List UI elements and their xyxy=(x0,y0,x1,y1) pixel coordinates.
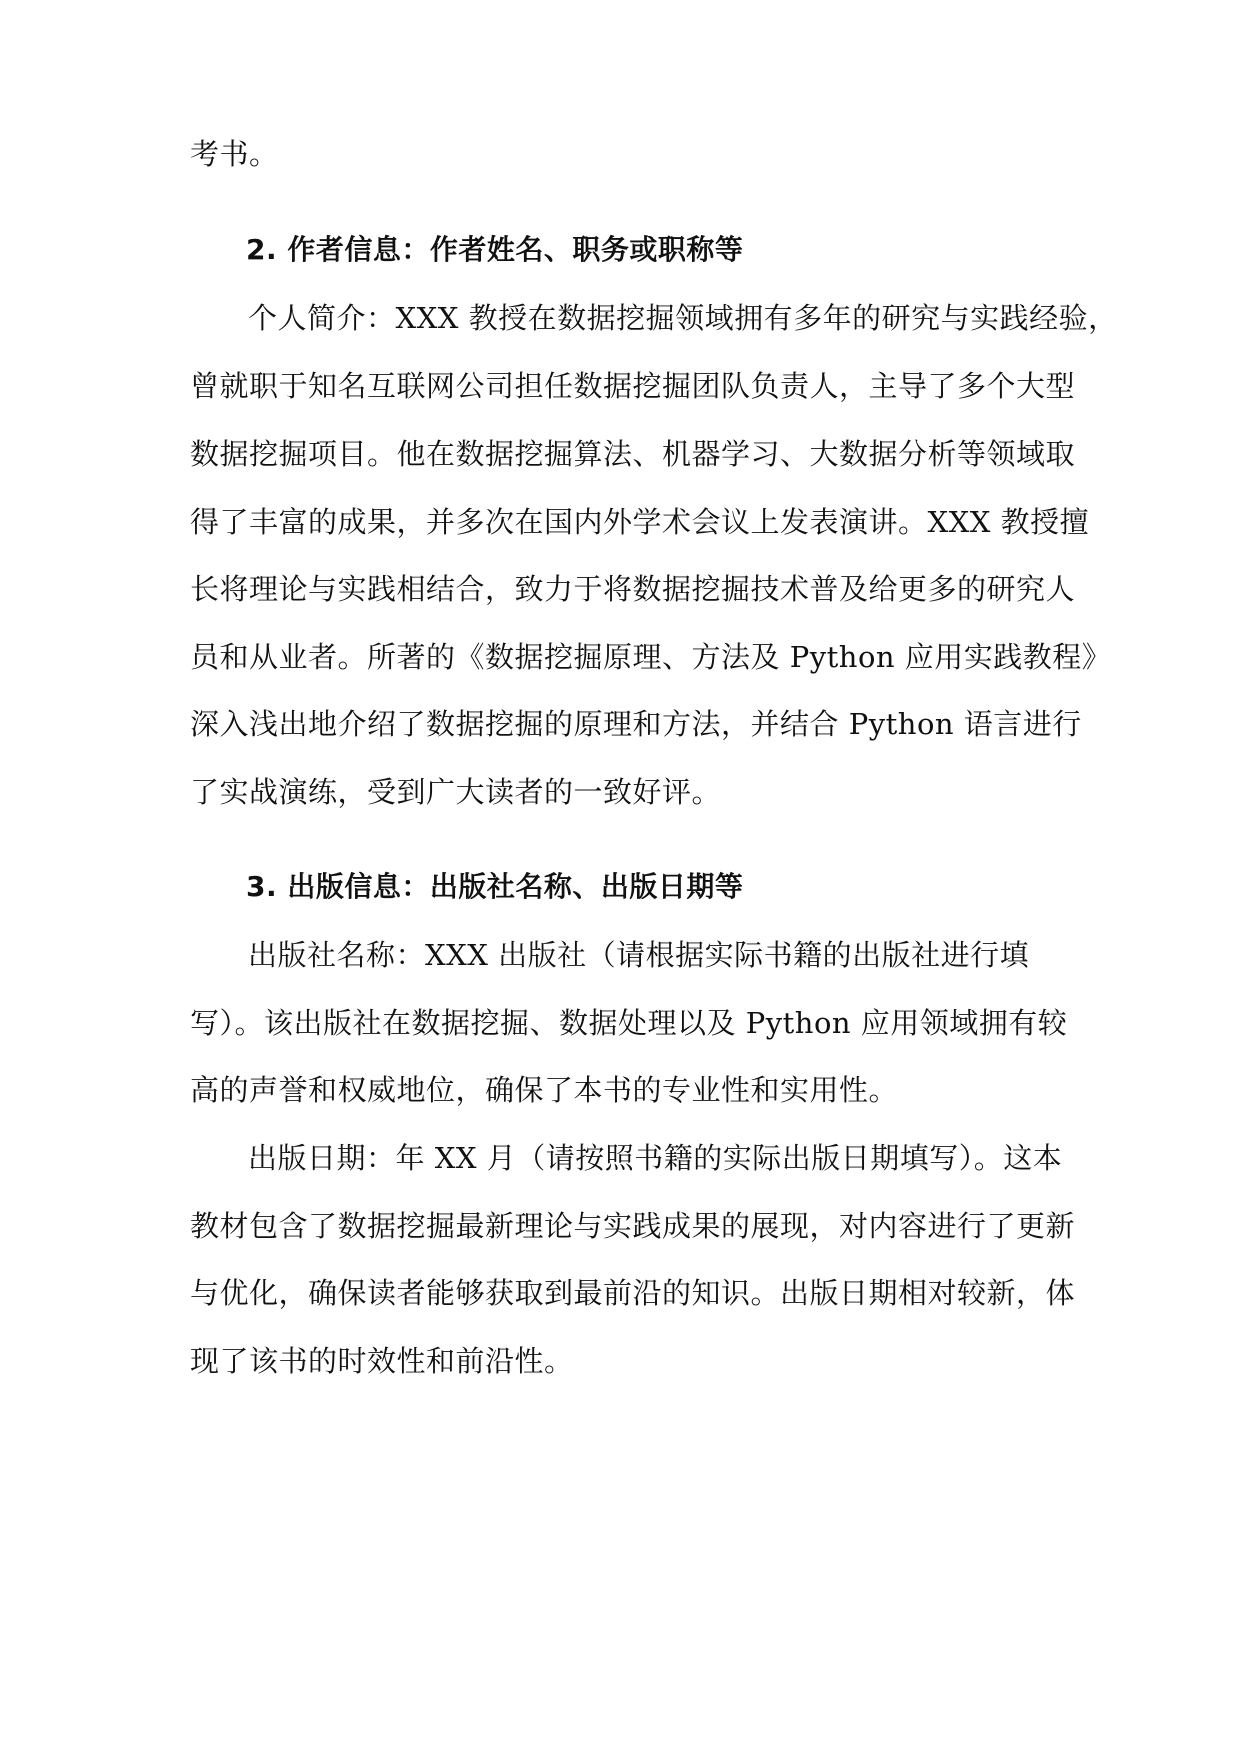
paragraph-line: 高的声誉和权威地位，确保了本书的专业性和实用性。 xyxy=(190,1073,899,1107)
paragraph-line: 个人简介：XXX 教授在数据挖掘领域拥有多年的研究与实践经验， xyxy=(248,301,1118,335)
paragraph-line: 教材包含了数据挖掘最新理论与实践成果的展现，对内容进行了更新 xyxy=(190,1209,1076,1243)
paragraph-line: 写）。该出版社在数据挖掘、数据处理以及 Python 应用领域拥有较 xyxy=(190,1006,1068,1040)
paragraph-line: 现了该书的时效性和前沿性。 xyxy=(190,1344,574,1378)
continued-text: 考书。 xyxy=(190,137,279,171)
paragraph-line: 数据挖掘项目。他在数据挖掘算法、机器学习、大数据分析等领域取 xyxy=(190,437,1076,471)
paragraph-line: 深入浅出地介绍了数据挖掘的原理和方法，并结合 Python 语言进行 xyxy=(190,707,1082,741)
paragraph-line: 了实战演练，受到广大读者的一致好评。 xyxy=(190,775,722,809)
paragraph-line: 曾就职于知名互联网公司担任数据挖掘团队负责人，主导了多个大型 xyxy=(190,369,1076,403)
paragraph-line: 出版日期：年 XX 月（请按照书籍的实际出版日期填写）。这本 xyxy=(248,1141,1063,1175)
paragraph-line: 长将理论与实践相结合，致力于将数据挖掘技术普及给更多的研究人 xyxy=(190,572,1076,606)
paragraph-line: 得了丰富的成果，并多次在国内外学术会议上发表演讲。XXX 教授擅 xyxy=(190,505,1090,539)
paragraph-line: 与优化，确保读者能够获取到最前沿的知识。出版日期相对较新，体 xyxy=(190,1276,1076,1310)
section-heading-publication: 3. 出版信息：出版社名称、出版日期等 xyxy=(246,870,744,903)
paragraph-line: 出版社名称：XXX 出版社（请根据实际书籍的出版社进行填 xyxy=(248,938,1030,972)
paragraph-line: 员和从业者。所著的《数据挖掘原理、方法及 Python 应用实践教程》 xyxy=(190,640,1112,674)
section-heading-author: 2. 作者信息：作者姓名、职务或职称等 xyxy=(246,233,744,266)
